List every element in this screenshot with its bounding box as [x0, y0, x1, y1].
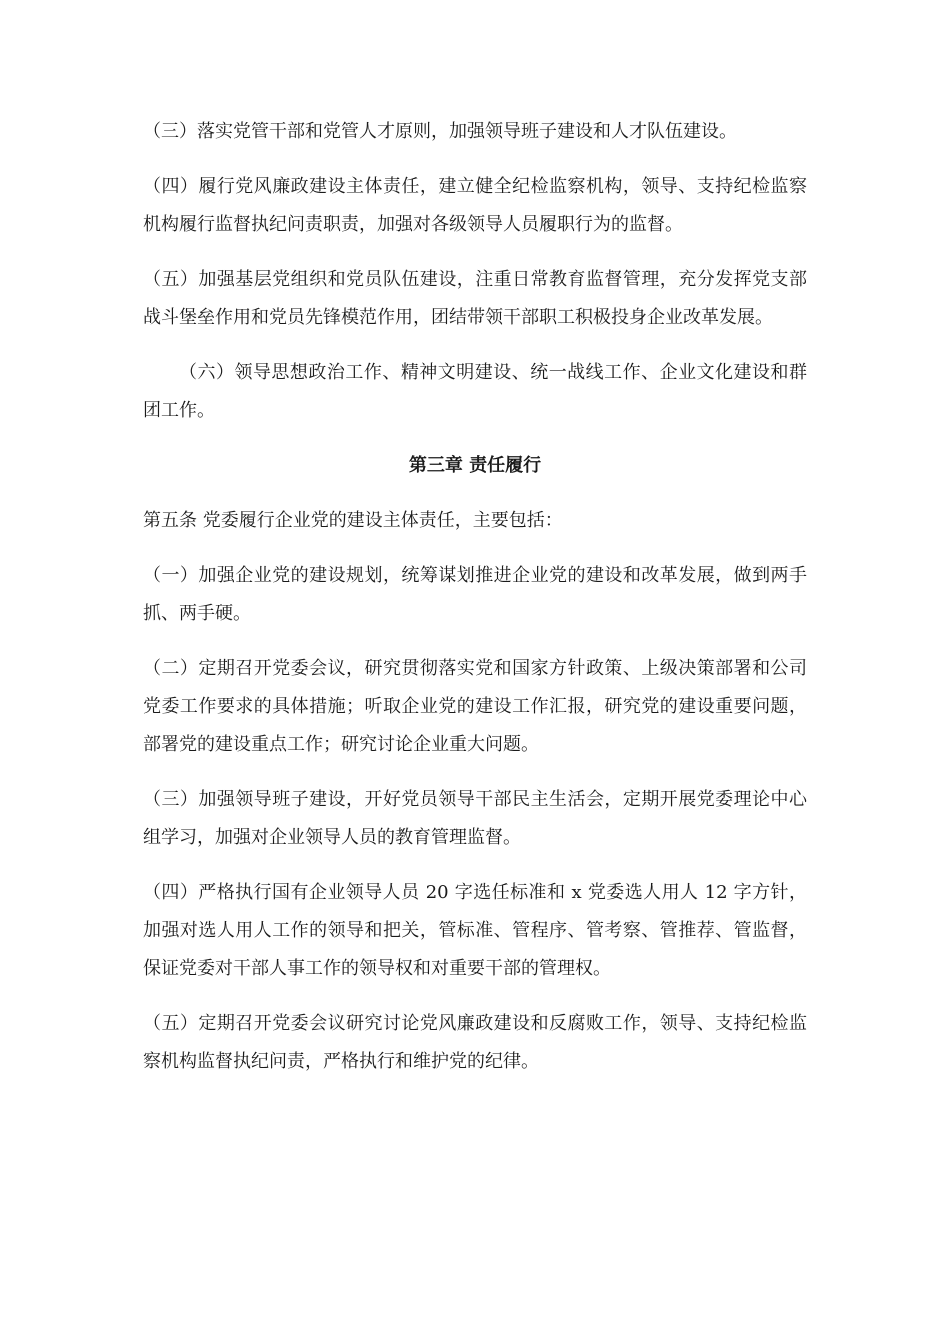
paragraph-4: （四）履行党风廉政建设主体责任，建立健全纪检监察机构，领导、支持纪检监察机构履行监督执纪问责职责，加强对各级领导人员履职行为的监督。	[143, 176, 807, 235]
article-5-item-3: （三）加强领导班子建设，开好党员领导干部民主生活会，定期开展党委理论中心组学习，加强对企业领导人员的教育管理监督。	[143, 789, 807, 848]
article-5-item-1: （一）加强企业党的建设规划，统筹谋划推进企业党的建设和改革发展，做到两手抓、两手硬。	[143, 565, 807, 624]
paragraph-5: （五）加强基层党组织和党员队伍建设，注重日常教育监督管理，充分发挥党支部战斗堡垒作用和党员先锋模范作用，团结带领干部职工积极投身企业改革发展。	[143, 269, 807, 328]
article-5-item-2: （二）定期召开党委会议，研究贯彻落实党和国家方针政策、上级决策部署和公司党委工作要求的具体措施；听取企业党的建设工作汇报，研究党的建设重要问题，部署党的建设重点工作；研究讨论企业重大问题。	[143, 658, 807, 755]
chapter-heading: 第三章 责任履行	[408, 455, 542, 476]
article-5: 第五条 党委履行企业党的建设主体责任，主要包括：	[143, 510, 563, 531]
paragraph-3: （三）落实党管干部和党管人才原则，加强领导班子建设和人才队伍建设。	[143, 121, 737, 142]
article-5-item-4: （四）严格执行国有企业领导人员 20 字选任标准和 x 党委选人用人 12 字方针，加强对选人用人工作的领导和把关，管标准、管程序、管考察、管推荐、管监督，保证党委对干部人事工作的领导权和对重要干部的管理权。	[143, 882, 807, 979]
paragraph-6: （六）领导思想政治工作、精神文明建设、统一战线工作、企业文化建设和群团工作。	[143, 362, 807, 421]
article-5-item-5: （五）定期召开党委会议研究讨论党风廉政建设和反腐败工作，领导、支持纪检监察机构监督执纪问责，严格执行和维护党的纪律。	[143, 1013, 807, 1072]
document-page	[143, 113, 807, 1098]
